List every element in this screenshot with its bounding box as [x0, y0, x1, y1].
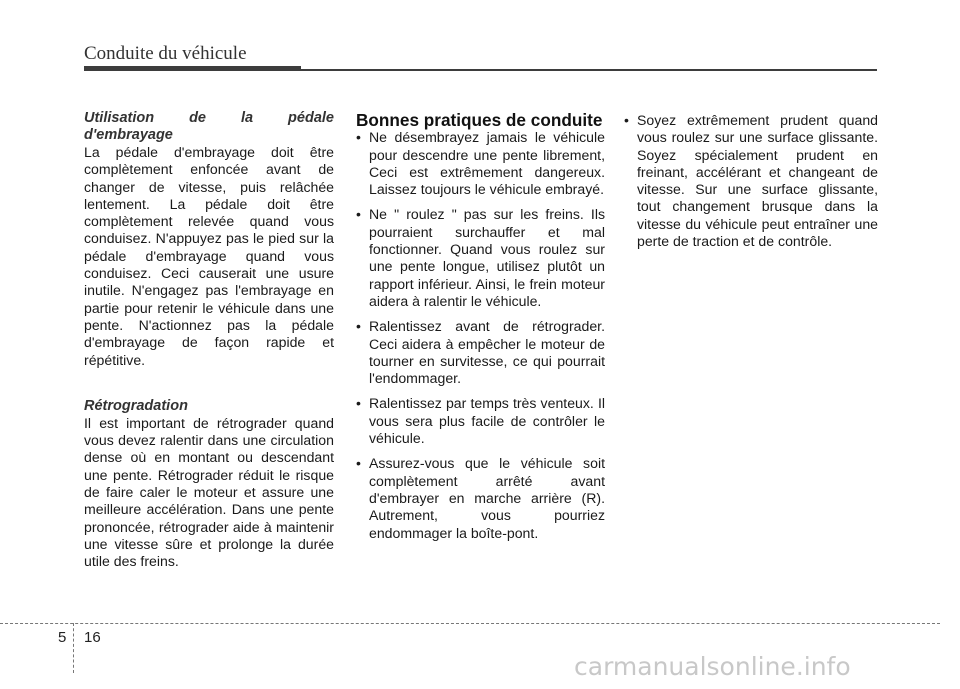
- list-item: • Soyez extrêmement prudent quand vous roulez sur une surface glissante. Soyez spécialement prudent en freinant, accélérant et changeant de vitesse. Sur une surface glissante, tout changement brusque dans la vitesse du véhicule peut entraîner une perte de traction et de contrôle.: [624, 112, 878, 250]
- page-header-title: Conduite du véhicule: [84, 43, 247, 64]
- list-item: • Ralentissez avant de rétrograder. Ceci aidera à empêcher le moteur de tourner en survitesse, ce qui pourrait l'endommager.: [356, 318, 605, 387]
- section-heading-clutch: Utilisation de la pédale d'embrayage: [84, 110, 334, 143]
- footer-vertical-divider: [73, 623, 74, 673]
- bullet-icon: •: [624, 112, 629, 128]
- section-heading-good-practices: Bonnes pratiques de conduite: [356, 110, 603, 130]
- list-item: • Assurez-vous que le véhicule soit complètement arrêté avant d'embrayer en marche arrière (R). Autrement, vous pourriez endommager la boîte-pont.: [356, 455, 605, 541]
- bullet-icon: •: [356, 395, 361, 412]
- bullet-icon: •: [356, 455, 361, 472]
- header-rule-thin: [301, 69, 877, 71]
- column-middle: [356, 112, 605, 550]
- footer-divider: [0, 623, 940, 624]
- bullet-icon: •: [356, 318, 361, 335]
- section-heading-downshift: Rétrogradation: [84, 397, 188, 414]
- chapter-number: 5: [58, 629, 67, 646]
- watermark-text: carmanualsonline.info: [574, 652, 851, 681]
- list-item: • Ne désembrayez jamais le véhicule pour descendre une pente librement, Ceci est extrêmement dangereux. Laissez toujours le véhicule embrayé.: [356, 129, 605, 198]
- bullet-icon: •: [356, 206, 361, 223]
- column-left: [84, 110, 334, 571]
- column-right: [624, 112, 878, 258]
- page-number: 16: [84, 629, 101, 646]
- list-item: • Ralentissez par temps très venteux. Il vous sera plus facile de contrôler le véhicule.: [356, 395, 605, 447]
- paragraph-downshift: Il est important de rétrograder quand vous devez ralentir dans une circulation dense où en montant ou descendant une pente. Rétrograder réduit le risque de faire caler le moteur et assure une meilleure accélération. Dans une pente prononcée, rétrograder aide à maintenir une vitesse sûre et prolonge la durée utile des freins.: [84, 414, 334, 570]
- list-item: • Ne " roulez " pas sur les freins. Ils pourraient surchauffer et mal fonctionner. Quand vous roulez sur une pente longue, utilisez plutôt un rapport inférieur. Ainsi, le frein moteur aidera à ralentir le véhicule.: [356, 206, 605, 309]
- header-rule-thick: [84, 66, 301, 71]
- paragraph-clutch: La pédale d'embrayage doit être complètement enfoncée avant de changer de vitesse, puis relâchée lentement. La pédale doit être complètement relevée quand vous conduisez. N'appuyez pas le pied sur la pédale d'embrayage quand vous conduisez. Ceci causerait une usure inutile. N'engagez pas l'embrayage en partie pour retenir le véhicule dans une pente. N'actionnez pas la pédale d'embrayage de façon rapide et répétitive.: [84, 144, 334, 368]
- bullet-icon: •: [356, 129, 361, 146]
